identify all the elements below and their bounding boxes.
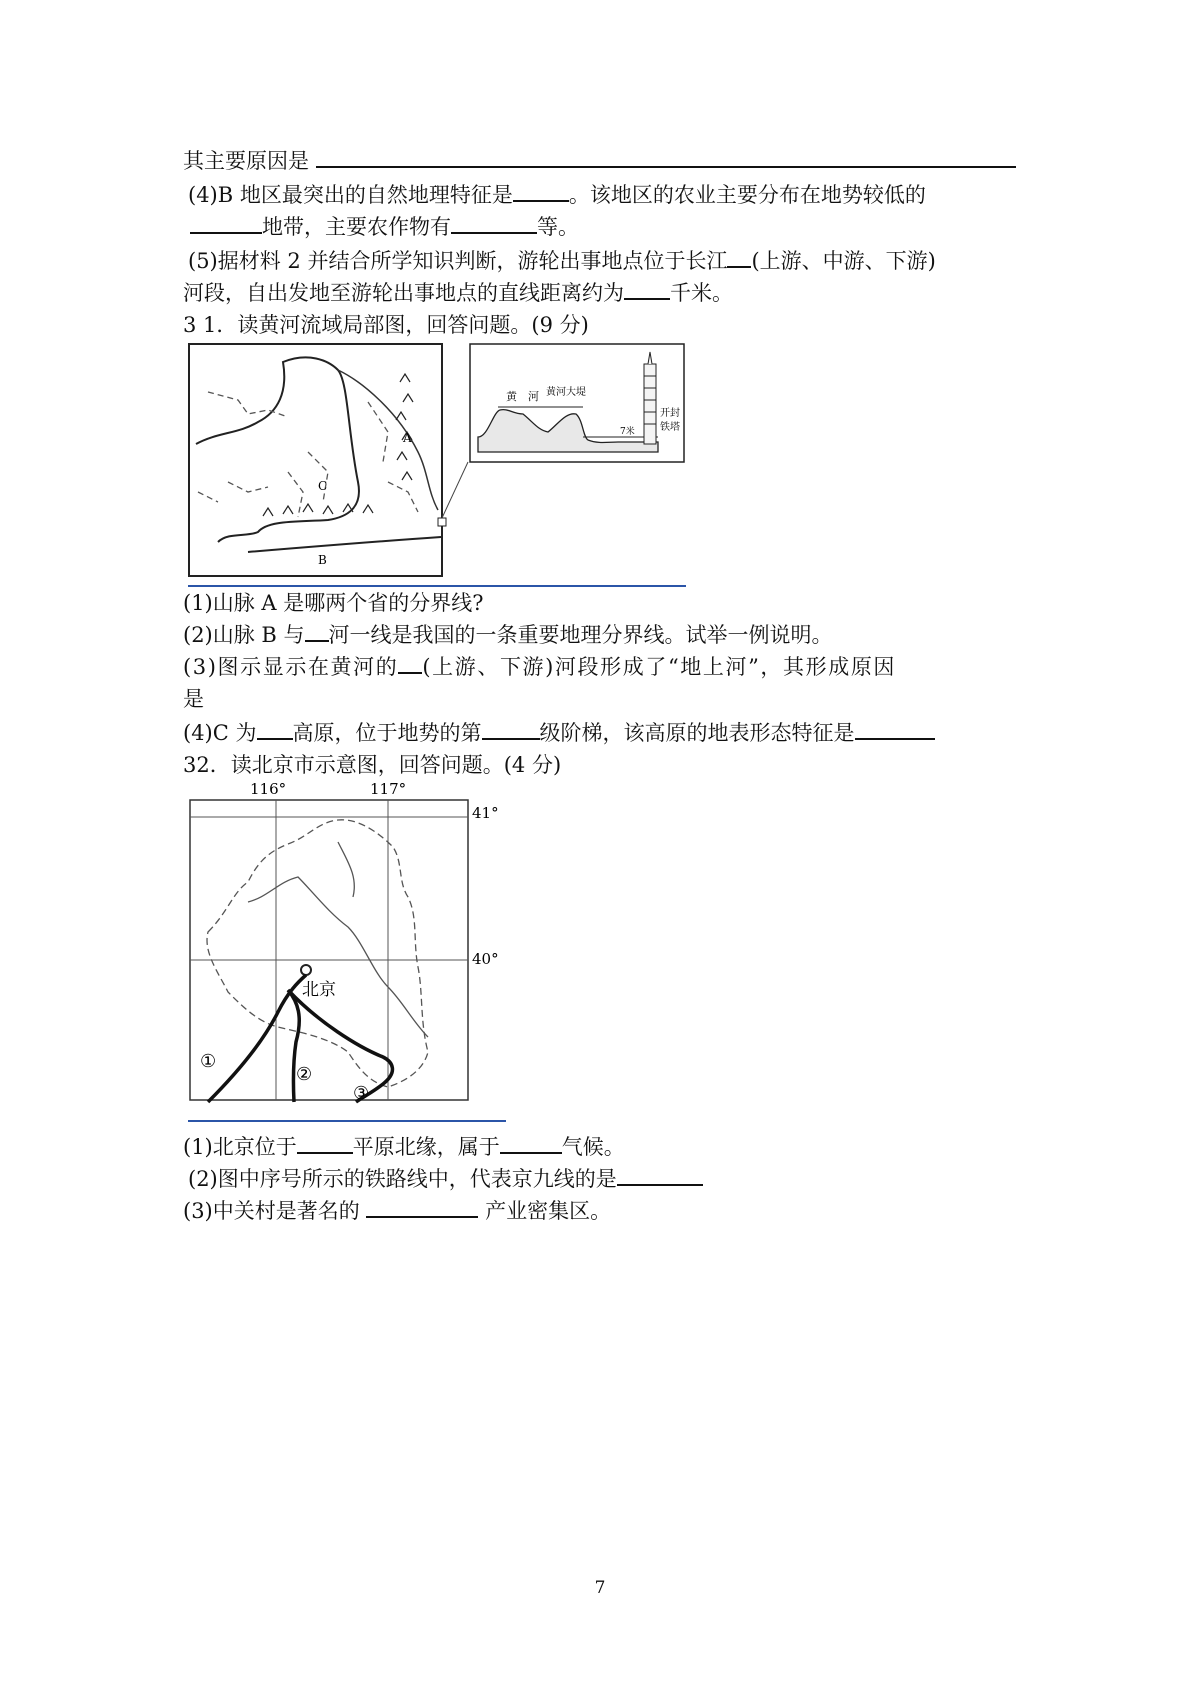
- label-route-2: ②: [296, 1064, 313, 1085]
- text: 是: [183, 687, 204, 711]
- text: 。该地区的农业主要分布在地势较低的: [568, 183, 926, 207]
- map-underline: [188, 585, 686, 587]
- blank[interactable]: [451, 212, 537, 234]
- blank[interactable]: [297, 1132, 353, 1154]
- label-route-1: ①: [200, 1051, 217, 1072]
- blank[interactable]: [624, 278, 670, 300]
- text: (上游、中游、下游): [751, 249, 936, 273]
- text: (3)图示显示在黄河的: [183, 655, 399, 679]
- q31-sub-3-cont: [183, 684, 204, 714]
- blank[interactable]: [855, 718, 935, 740]
- label-dam: 黄河大堤: [546, 387, 586, 398]
- text: 级阶梯，该高原的地表形态特征是: [539, 721, 855, 745]
- q31-sub-1: [183, 588, 484, 618]
- text: 高原，位于地势的第: [292, 721, 482, 745]
- question-32-title: [183, 750, 561, 780]
- label-tower: 铁塔: [660, 422, 680, 433]
- label-c: C: [318, 479, 328, 493]
- text: (1)山脉 A 是哪两个省的分界线?: [183, 591, 484, 615]
- text: 千米。: [670, 281, 733, 305]
- question-5-line-1: [188, 246, 936, 276]
- question-31-title: [183, 310, 589, 340]
- answer-line-reason: [183, 146, 1016, 176]
- blank[interactable]: [398, 652, 422, 674]
- blank[interactable]: [727, 246, 751, 268]
- blank[interactable]: [316, 146, 1016, 168]
- label-b: B: [318, 553, 327, 567]
- blank[interactable]: [500, 1132, 562, 1154]
- question-4-line-1: [188, 180, 926, 210]
- q32-sub-2: [188, 1164, 703, 1194]
- question-5-line-2: [183, 278, 733, 308]
- blank[interactable]: [617, 1164, 703, 1186]
- beijing-map-svg: [188, 782, 508, 1120]
- label-river: 黄 河: [506, 390, 539, 403]
- label-a: A: [403, 431, 412, 445]
- text: (2)图中序号所示的铁路线中，代表京九线的是: [188, 1167, 617, 1191]
- text: 气候。: [561, 1135, 625, 1159]
- question-4-line-2: [190, 212, 579, 242]
- label-kaifeng: 开封: [660, 408, 680, 419]
- beijing-city-marker: [301, 965, 311, 975]
- text: 其主要原因是: [183, 149, 309, 173]
- text: (上游、下游)河段形成了“地上河”，其形成原因: [422, 655, 897, 679]
- label-lon-116: 116°: [250, 782, 287, 798]
- text: (1)北京位于: [183, 1135, 297, 1159]
- q31-sub-4: [183, 718, 935, 748]
- q32-sub-1: [183, 1132, 625, 1162]
- q32-sub-3: [183, 1196, 611, 1226]
- map-frame: [190, 800, 468, 1100]
- cross-section-marker: [438, 518, 446, 526]
- text: 32．读北京市示意图，回答问题。(4 分): [183, 753, 562, 777]
- blank[interactable]: [305, 620, 329, 642]
- label-7m: 7米: [620, 427, 635, 437]
- yellow-river-map: [188, 342, 688, 582]
- text: 平原北缘，属于: [352, 1135, 500, 1159]
- blank[interactable]: [513, 180, 569, 202]
- text: 地带，主要农作物有: [262, 215, 451, 239]
- label-lat-40: 40°: [472, 950, 499, 968]
- text: 等。: [537, 215, 579, 239]
- text: (3)中关村是著名的: [183, 1199, 360, 1223]
- text: 河段，自出发地至游轮出事地点的直线距离约为: [183, 281, 624, 305]
- label-lon-117: 117°: [370, 782, 407, 798]
- blank[interactable]: [257, 718, 293, 740]
- text: (4)B 地区最突出的自然地理特征是: [188, 183, 513, 207]
- yellow-river-map-svg: [188, 342, 688, 582]
- q31-sub-3: [183, 652, 896, 682]
- map-underline: [188, 1120, 506, 1122]
- label-lat-41: 41°: [472, 804, 499, 822]
- blank[interactable]: [482, 718, 540, 740]
- text: (5)据材料 2 并结合所学知识判断，游轮出事地点位于长江: [188, 249, 728, 273]
- text: 河一线是我国的一条重要地理分界线。试举一例说明。: [328, 623, 833, 647]
- text: 3 1．读黄河流域局部图，回答问题。(9 分): [183, 313, 589, 337]
- text: (4)C 为: [183, 721, 257, 745]
- page-number: 7: [594, 1578, 606, 1598]
- blank[interactable]: [366, 1196, 478, 1218]
- label-beijing: 北京: [302, 980, 336, 1000]
- blank[interactable]: [190, 212, 262, 234]
- connector-line: [442, 462, 468, 518]
- iron-tower-icon: [644, 352, 656, 444]
- q31-sub-2: [183, 620, 833, 650]
- text: 产业密集区。: [485, 1199, 612, 1223]
- text: (2)山脉 B 与: [183, 623, 305, 647]
- label-route-3: ③: [353, 1083, 370, 1104]
- beijing-map: [188, 782, 508, 1120]
